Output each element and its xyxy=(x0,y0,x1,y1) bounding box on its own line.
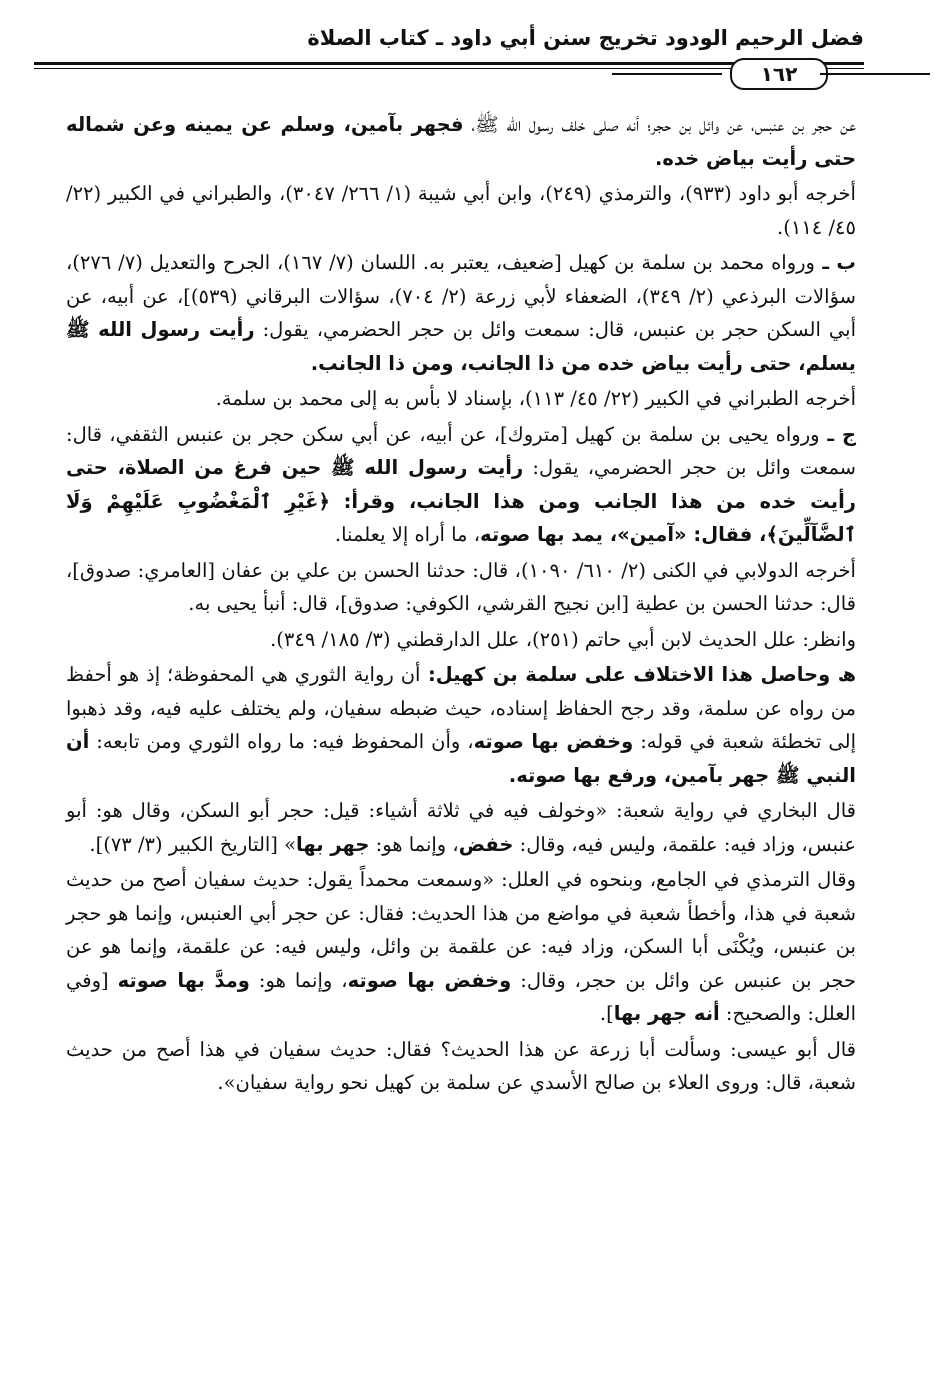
body-text xyxy=(66,108,856,1102)
page-number-rule-right xyxy=(820,73,930,75)
bold-text-run: رأيت رسول الله ﷺ حين فرغ من الصلاة، حتى رأيت خده من هذا الجانب ومن هذا الجانب، وقرأ: ﴿غَيْرِ ٱلْمَغْضُوبِ عَلَيْهِمْ وَلَا ٱلضَّآلِّينَ﴾، فقال: «آمين»، يمد بها صوته xyxy=(66,456,856,546)
bold-text-run: وخفض بها صوته xyxy=(473,730,634,753)
bold-text-run: فجهر بآمين، وسلم عن يمينه وعن شماله حتى رأيت بياض خده. xyxy=(66,113,856,170)
text-run: » [التاريخ الكبير (٣/ ٧٣)]. xyxy=(89,832,297,856)
text-run: ، وإنما هو: xyxy=(369,832,459,856)
text-run: ورواه يحيى بن سلمة بن كهيل [متروك]، عن أبيه، عن أبي سكن حجر بن عنبس الثقفي، قال: سمعت وائل بن حجر الحضرمي، يقول: xyxy=(66,422,856,479)
text-run: قال البخاري في رواية شعبة: «وخولف فيه في ثلاثة أشياء: قيل: حجر أبو السكن، وقال هو: أبو عنبس، وزاد فيه: علقمة، وليس فيه، وقال: xyxy=(66,799,856,856)
paragraph xyxy=(66,554,856,621)
page-number: ١٦٢ xyxy=(730,58,828,90)
text-run: وانظر: علل الحديث لابن أبي حاتم (٢٥١)، علل الدارقطني (٣/ ١٨٥/ ٣٤٩). xyxy=(270,627,856,651)
text-run: قال أبو عيسى: وسألت أبا زرعة عن هذا الحديث؟ فقال: حديث سفيان في هذا أصح من حديث شعبة، قال: وروى العلاء بن صالح الأسدي عن سلمة بن كهيل نحو رواية سفيان». xyxy=(66,1037,856,1094)
bold-text-run: ج ـ xyxy=(819,422,857,446)
text-run: ورواه محمد بن سلمة بن كهيل [ضعيف، يعتبر به. اللسان (٧/ ١٦٧)، الجرح والتعديل (٧/ ٢٧٦)، سؤالات البرذعي (٢/ ٣٤٩)، الضعفاء لأبي زرعة (٢/ ٧٠٤)، سؤالات البرقاني (٥٣٩)]، عن أبيه، عن أبي السكن حجر بن عنبس، قال: سمعت وائل بن حجر الحضرمي، يقول: xyxy=(66,251,856,341)
text-run: أخرجه الدولابي في الكنى (٢/ ٦١٠/ ١٠٩٠)، قال: حدثنا الحسن بن علي بن عفان [العامري: صدوق]، قال: حدثنا الحسن بن عطية [ابن نجيح القرشي، الكوفي: صدوق]، قال: أنبأ يحيى به. xyxy=(66,558,856,615)
text-run: ]. xyxy=(599,1002,614,1025)
page-number-rule-left xyxy=(612,73,722,75)
text-run: أخرجه الطبراني في الكبير (٢٢/ ٤٥/ ١١٣)، بإسناد لا بأس به إلى محمد بن سلمة. xyxy=(215,387,856,410)
paragraph xyxy=(66,863,856,1031)
running-header xyxy=(34,14,864,64)
header-title: فضل الرحيم الودود تخريج سنن أبي داود ـ كتاب الصلاة xyxy=(307,26,864,50)
bold-text-run: وخفض بها صوته xyxy=(347,968,512,992)
text-run: وقال الترمذي في الجامع، وبنحوه في العلل: «وسمعت محمداً يقول: حديث سفيان أصح من حديث شعبة في هذا، وأخطأ شعبة في مواضع من هذا الحديث: فقال: عن حجر أبي العنبس، وإنما هو حجر بن عنبس، ويُكْنَى أبا السكن، وزاد فيه: عن علقمة بن وائل، وليس فيه: عن علقمة، وإنما هو عن حجر بن عنبس عن وائل بن حجر، وقال: xyxy=(66,868,856,992)
paragraph xyxy=(66,177,856,244)
paragraph xyxy=(66,1033,856,1100)
text-run: ، ما أراه إلا يعلمنا. xyxy=(334,523,480,546)
bold-text-run: جهر بها xyxy=(296,832,370,856)
bold-text-run: أن النبي ﷺ جهر بآمين، ورفع بها صوته. xyxy=(66,730,856,787)
bold-text-run: أنه جهر بها xyxy=(613,1002,720,1025)
text-run: أن رواية الثوري هي المحفوظة؛ إذ هو أحفظ من رواه عن سلمة، وقد رجح الحفاظ إسناده، حيث ضبطه سفيان، ولم يختلف عليه فيه، وقد ذهبوا إلى تخطئة شعبة في قوله: xyxy=(66,663,856,753)
page-number-ornament xyxy=(0,58,938,88)
bold-text-run: ومدَّ بها صوته xyxy=(117,968,250,992)
text-run: ، وأن المحفوظ فيه: ما رواه الثوري ومن تابعه: xyxy=(89,730,474,753)
paragraph xyxy=(66,246,856,380)
paragraph xyxy=(66,108,856,175)
paragraph xyxy=(66,794,856,861)
paragraph xyxy=(66,658,856,792)
paragraph xyxy=(66,623,856,657)
text-run: ، وإنما هو: xyxy=(249,968,348,992)
text-run: عن حجر بن عنبس، عن وائل بن حجر؛ أنه صلى خلف رسول الله ﷺ، xyxy=(463,113,856,136)
paragraph xyxy=(66,418,856,552)
bold-text-run: خفض xyxy=(458,832,514,856)
bold-text-run: رأيت رسول الله ﷺ يسلم، حتى رأيت بياض خده من ذا الجانب، ومن ذا الجانب. xyxy=(66,318,856,375)
text-run: [وفي العلل: والصحيح: xyxy=(66,968,856,1025)
text-run: أخرجه أبو داود (٩٣٣)، والترمذي (٢٤٩)، وابن أبي شيبة (١/ ٢٦٦/ ٣٠٤٧)، والطبراني في الكبير (٢٢/ ٤٥/ ١١٤). xyxy=(66,182,856,239)
bold-text-run: ب ـ xyxy=(814,251,856,274)
bold-text-run: ﮪ وحاصل هذا الاختلاف على سلمة بن كهيل: xyxy=(420,663,856,686)
paragraph xyxy=(66,382,856,416)
